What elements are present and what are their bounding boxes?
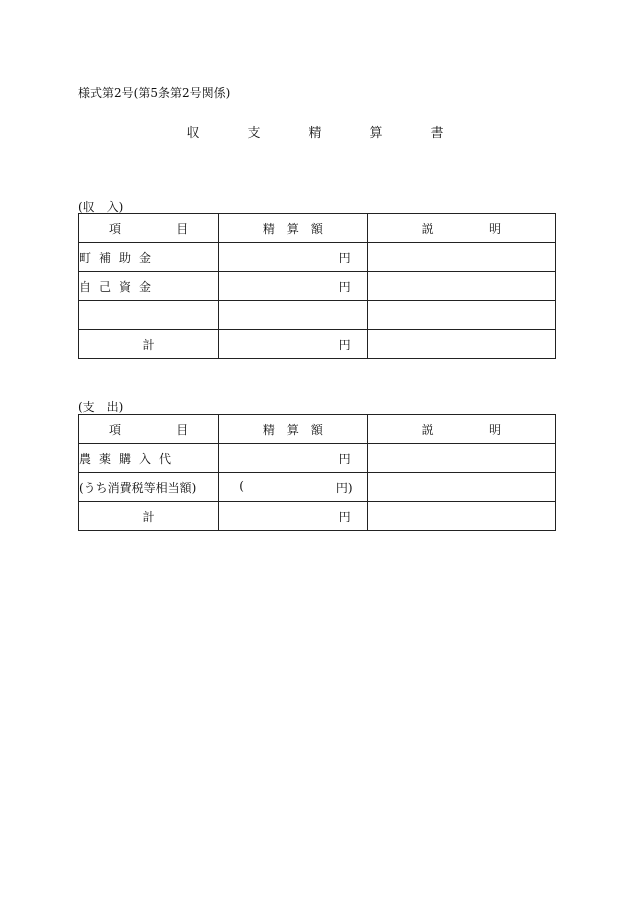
total-description-cell[interactable]	[367, 502, 555, 531]
table-row	[79, 444, 556, 473]
item-cell: 町補助金	[79, 243, 219, 272]
document-title	[0, 122, 630, 141]
header-item: 項 目	[79, 214, 219, 243]
amount-cell[interactable]: 円	[219, 272, 367, 301]
title-char: 支	[247, 126, 261, 141]
paren-close-unit: 円)	[335, 480, 353, 495]
income-header-row	[79, 214, 556, 243]
total-row	[79, 502, 556, 531]
title-char: 書	[430, 126, 444, 141]
header-amount: 精 算 額	[219, 214, 367, 243]
paren-open: (	[239, 478, 244, 493]
table-row	[79, 473, 556, 502]
title-char: 精	[308, 126, 322, 141]
table-row	[79, 243, 556, 272]
total-description-cell[interactable]	[367, 330, 555, 359]
amount-cell[interactable]: 円	[219, 444, 367, 473]
description-cell[interactable]	[367, 301, 555, 330]
description-cell[interactable]	[367, 473, 555, 502]
expense-section-label: (支 出)	[78, 400, 124, 414]
header-description: 説 明	[367, 214, 555, 243]
header-description: 説 明	[367, 415, 555, 444]
title-char: 収	[186, 126, 200, 141]
income-section-label: (収 入)	[78, 200, 124, 214]
item-cell[interactable]	[79, 301, 219, 330]
total-label: 計	[79, 330, 219, 359]
table-row	[79, 272, 556, 301]
item-cell: (うち消費税等相当額)	[79, 473, 219, 502]
table-row	[79, 301, 556, 330]
title-char: 算	[369, 126, 383, 141]
total-amount-cell[interactable]: 円	[219, 330, 367, 359]
total-row	[79, 330, 556, 359]
amount-cell[interactable]	[219, 473, 367, 502]
expense-header-row	[79, 415, 556, 444]
form-number: 様式第2号(第5条第2号関係)	[78, 86, 231, 100]
expense-table	[78, 414, 556, 531]
description-cell[interactable]	[367, 444, 555, 473]
description-cell[interactable]	[367, 243, 555, 272]
header-item: 項 目	[79, 415, 219, 444]
total-label: 計	[79, 502, 219, 531]
item-cell: 農薬購入代	[79, 444, 219, 473]
description-cell[interactable]	[367, 272, 555, 301]
amount-cell[interactable]	[219, 301, 367, 330]
total-amount-cell[interactable]: 円	[219, 502, 367, 531]
income-table	[78, 213, 556, 359]
item-cell: 自己資金	[79, 272, 219, 301]
header-amount: 精 算 額	[219, 415, 367, 444]
amount-cell[interactable]: 円	[219, 243, 367, 272]
